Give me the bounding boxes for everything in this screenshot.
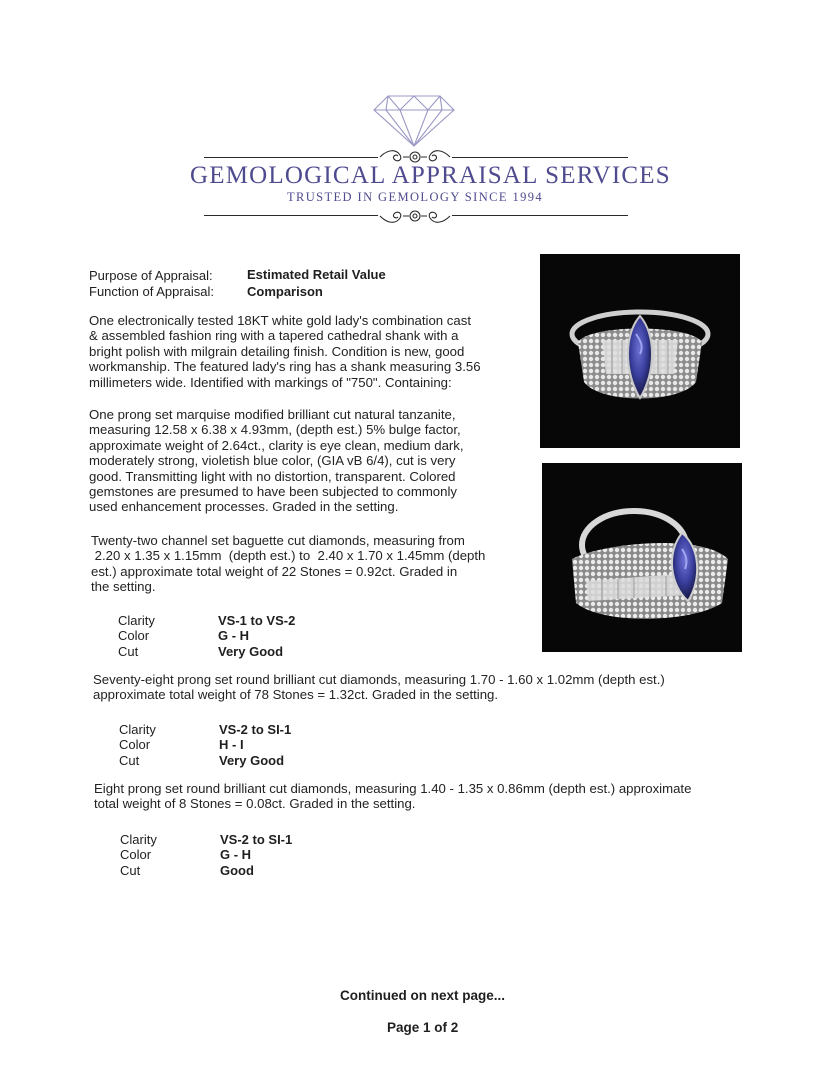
ring-description (89, 313, 529, 390)
text-line: measuring 12.58 x 6.38 x 4.93mm, (depth est.) 5% bulge factor, (89, 422, 461, 438)
text-line: 2.20 x 1.35 x 1.15mm (depth est.) to 2.40 x 1.70 x 1.45mm (depth (91, 548, 486, 564)
text-line: workmanship. The featured lady's ring has a shank measuring 3.56 (89, 359, 481, 375)
color-value: H - I (219, 737, 244, 753)
color-label: Color (119, 737, 151, 753)
round-8-description (94, 781, 734, 812)
text-line: approximate total weight of 78 Stones = 1.32ct. Graded in the setting. (93, 687, 499, 703)
round-78-description (93, 672, 733, 703)
text-line: One prong set marquise modified brilliant cut natural tanzanite, (89, 407, 456, 422)
tanzanite-description (89, 407, 529, 515)
text-line: & assembled fashion ring with a tapered cathedral shank with a (89, 328, 459, 344)
diamond-logo-icon (372, 92, 456, 148)
cut-label: Cut (118, 643, 139, 659)
baguette-description (91, 533, 531, 595)
header-top-rule-right (452, 157, 628, 158)
cut-label: Cut (119, 752, 140, 768)
header-bottom-rule (204, 215, 378, 216)
text-line: the setting. (91, 579, 156, 595)
color-value: G - H (220, 847, 252, 863)
text-line: good. Transmitting light with no distortion, transparent. Colored (89, 468, 456, 484)
header-bottom-rule-right (452, 215, 628, 216)
text-line: est.) approximate total weight of 22 Stones = 0.92ct. Graded in (91, 563, 458, 579)
clarity-value: VS-2 to SI-1 (219, 722, 292, 737)
color-value: G - H (218, 628, 250, 644)
continued-note: Continued on next page... (340, 988, 505, 1003)
text-line: gemstones are presumed to have been subjected to commonly (89, 484, 457, 500)
function-value: Comparison (247, 284, 323, 299)
text-line: bright polish with milgrain detailing finish. Condition is new, good (89, 343, 465, 359)
text-line: moderately strong, violetish blue color, (GIA vB 6/4), cut is very (89, 453, 456, 469)
color-label: Color (120, 847, 152, 863)
clarity-label: Clarity (119, 722, 156, 737)
company-name: GEMOLOGICAL APPRAISAL SERVICES (190, 162, 671, 189)
text-line: approximate weight of 2.64ct., clarity is eye clean, medium dark, (89, 437, 464, 453)
cut-value: Very Good (219, 752, 285, 768)
cut-label: Cut (120, 862, 141, 878)
ring-photo-front (540, 254, 740, 448)
text-line: used enhancement processes. Graded in the setting. (89, 499, 399, 515)
cut-value: Very Good (218, 643, 284, 659)
text-line: millimeters wide. Identified with markings of "750". Containing: (89, 374, 452, 390)
grade-table-round-78 (119, 722, 291, 768)
cut-value: Good (220, 862, 254, 878)
text-line: Eight prong set round brilliant cut diamonds, measuring 1.40 - 1.35 x 0.86mm (depth est.) approximate (94, 781, 692, 796)
grade-table-round-8 (120, 832, 292, 878)
grade-table-baguette (118, 613, 295, 659)
text-line: Twenty-two channel set baguette cut diamonds, measuring from (91, 533, 465, 548)
clarity-label: Clarity (118, 613, 155, 628)
purpose-value: Estimated Retail Value (247, 267, 386, 282)
color-label: Color (118, 628, 150, 644)
text-line: Seventy-eight prong set round brilliant cut diamonds, measuring 1.70 - 1.60 x 1.02mm (depth est.) (93, 672, 665, 687)
clarity-value: VS-1 to VS-2 (218, 613, 296, 628)
clarity-label: Clarity (120, 832, 157, 847)
function-label: Function of Appraisal: (89, 284, 215, 299)
page-number: Page 1 of 2 (387, 1020, 459, 1035)
clarity-value: VS-2 to SI-1 (220, 832, 293, 847)
text-line: total weight of 8 Stones = 0.08ct. Graded in the setting. (94, 796, 416, 812)
purpose-label: Purpose of Appraisal: (89, 268, 213, 283)
company-tagline: TRUSTED IN GEMOLOGY SINCE 1994 (286, 190, 544, 204)
ring-photo-side (542, 463, 742, 652)
header-top-rule (204, 157, 378, 158)
bottom-flourish-icon (378, 205, 452, 227)
text-line: One electronically tested 18KT white gold lady's combination cast (89, 313, 471, 328)
